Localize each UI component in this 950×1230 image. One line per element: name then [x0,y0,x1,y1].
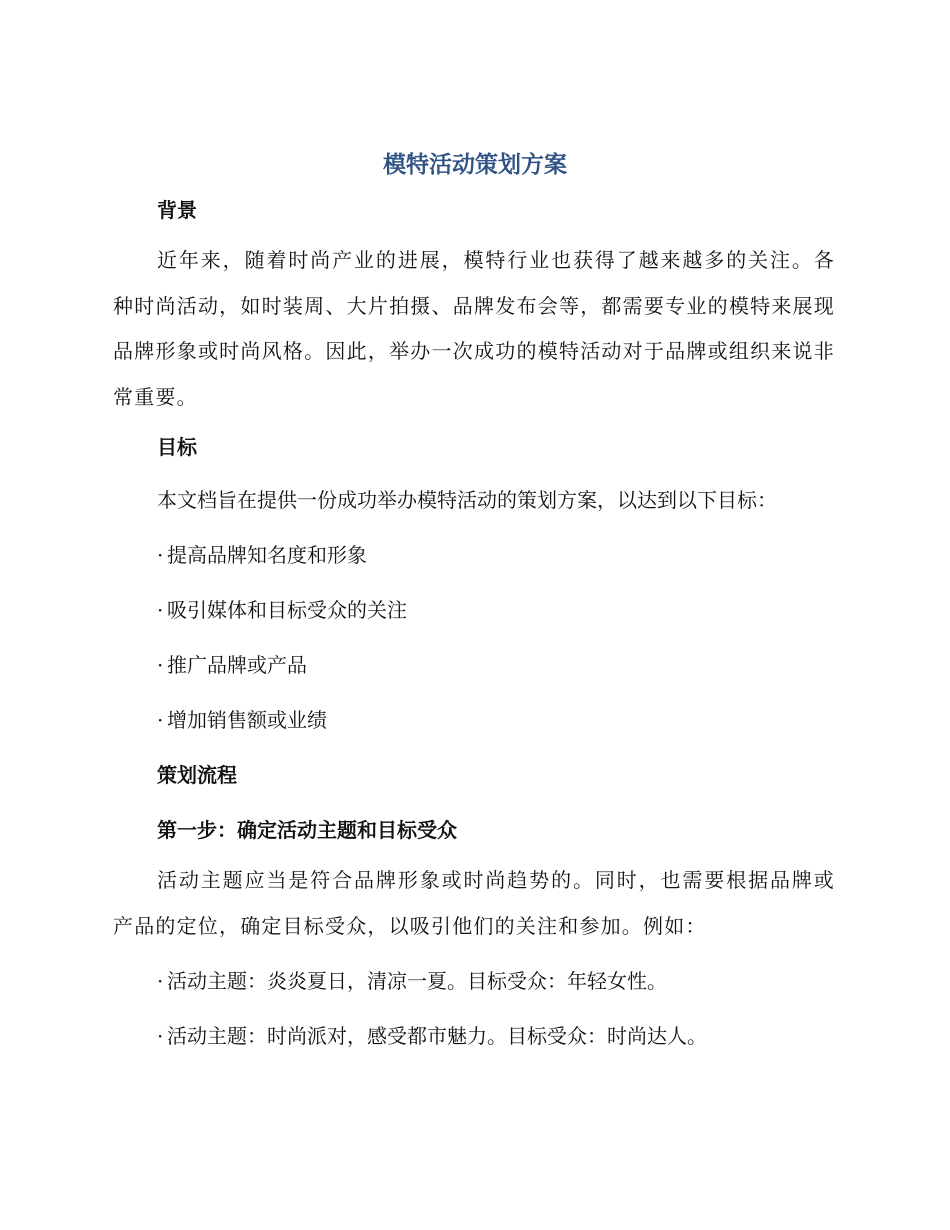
background-paragraph: 近年来，随着时尚产业的进展，模特行业也获得了越来越多的关注。各种时尚活动，如时装周、大片拍摄、品牌发布会等，都需要专业的模特来展现品牌形象或时尚风格。因此，举办一次成功的模特活动对于品牌或组织来说非常重要。 [113,248,835,409]
list-item [157,1020,707,1049]
list-item [157,539,367,568]
goal-item-text: 推广品牌或产品 [167,653,307,677]
section-heading-background: 背景 [157,198,197,222]
section-heading-process: 策划流程 [157,763,237,787]
bullet-dot-icon: · [157,969,164,993]
goal-item-text: 增加销售额或业绩 [167,708,327,732]
example-item-text: 活动主题：炎炎夏日，清凉一夏。目标受众：年轻女性。 [167,969,667,993]
bullet-dot-icon: · [157,708,164,732]
goal-item-text: 提高品牌知名度和形象 [167,543,367,567]
list-item [157,594,407,623]
list-item [157,965,667,994]
bullet-dot-icon: · [157,543,164,567]
example-item-text: 活动主题：时尚派对，感受都市魅力。目标受众：时尚达人。 [167,1024,707,1048]
step1-heading: 第一步：确定活动主题和目标受众 [157,818,457,842]
bullet-dot-icon: · [157,653,164,677]
bullet-dot-icon: · [157,1024,164,1048]
goal-item-text: 吸引媒体和目标受众的关注 [167,598,407,622]
list-item [157,649,307,678]
goals-intro: 本文档旨在提供一份成功举办模特活动的策划方案，以达到以下目标： [157,488,777,512]
step1-paragraph: 活动主题应当是符合品牌形象或时尚趋势的。同时，也需要根据品牌或产品的定位，确定目标受众，以吸引他们的关注和参加。例如： [113,868,835,938]
section-heading-goals: 目标 [157,435,197,459]
document-title: 模特活动策划方案 [383,152,567,178]
list-item [157,704,327,733]
bullet-dot-icon: · [157,598,164,622]
